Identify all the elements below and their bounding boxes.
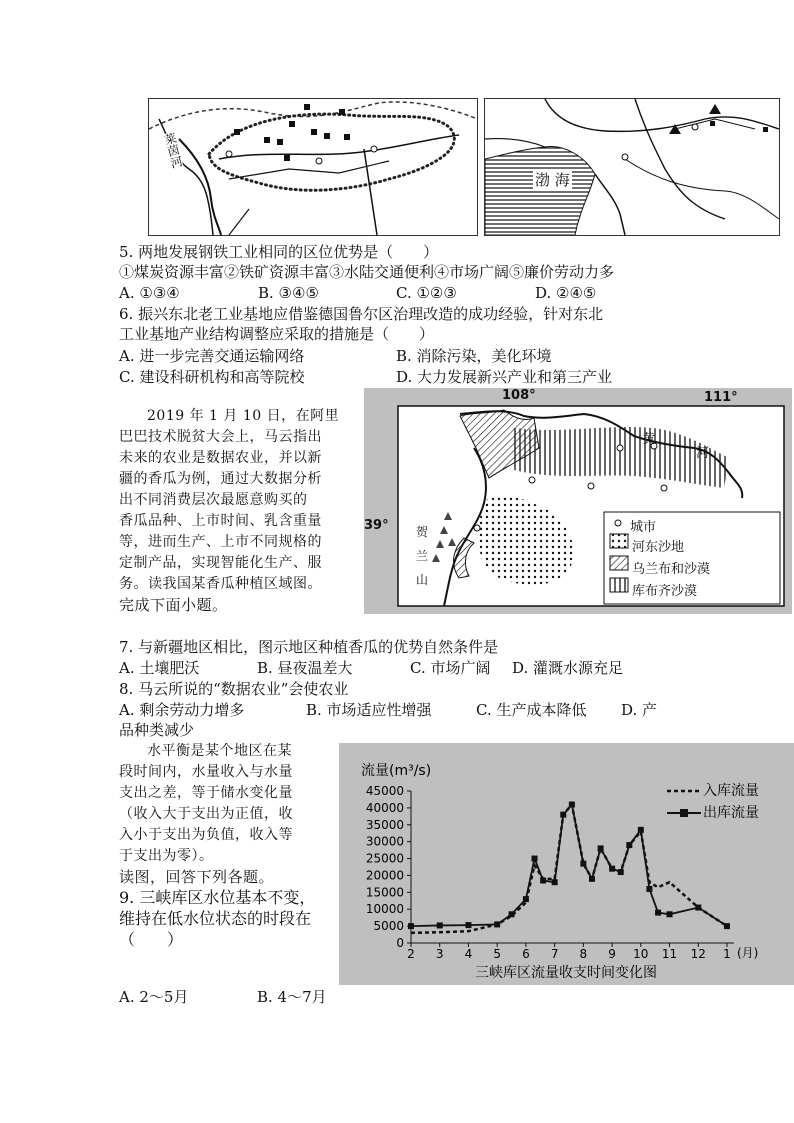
passage2-line: 段时间内，水量收入与水量	[119, 764, 293, 780]
yellow-river-label-1: 黄	[642, 432, 656, 447]
outflow-point	[437, 922, 443, 928]
outflow-point	[494, 921, 500, 927]
x-tick-label: 2	[407, 947, 415, 961]
melon-region-map	[364, 388, 792, 614]
flow-chart	[339, 743, 794, 985]
q7-option-a[interactable]: A. 土壤肥沃	[119, 659, 200, 677]
outflow-point	[626, 842, 632, 848]
y-tick-label: 5000	[373, 919, 404, 934]
x-tick-label: 8	[579, 947, 588, 961]
legend-marker-outflow	[680, 809, 688, 817]
y-tick-label: 40000	[365, 800, 404, 815]
passage2-line: 于支出为零）。	[119, 848, 214, 864]
x-tick-label: 7	[550, 947, 559, 961]
chart-title: 三峡库区流量收支时间变化图	[475, 965, 657, 981]
legend-city: 城市	[630, 520, 657, 535]
x-axis-unit: (月)	[737, 946, 759, 960]
lat-39-label: 39°	[364, 518, 389, 533]
outflow-point	[646, 886, 652, 892]
q8-stem: 8. 马云所说的“数据农业”会使农业	[119, 680, 349, 698]
outflow-point	[552, 879, 558, 885]
q5-stem: 5. 两地发展钢铁工业相同的区位优势是（ ）	[119, 243, 439, 261]
y-tick-label: 30000	[365, 834, 404, 849]
q9-stem-line2: 维持在低水位状态的时段在	[119, 909, 312, 928]
passage1-line: 等，进而生产、上市不同规格的	[119, 534, 322, 550]
passage2	[119, 741, 329, 888]
passage1-line: 香瓜品种、上市时间、乳含重量	[119, 513, 322, 529]
rhine-ruhr-map	[148, 98, 478, 236]
passage1-line: 完成下面小题。	[119, 596, 228, 614]
outflow-point	[532, 856, 538, 862]
x-tick-label: 4	[464, 947, 473, 961]
legend-kubuqi: 库布齐沙漠	[632, 584, 698, 599]
q9-option-a[interactable]: A. 2～5月	[119, 988, 189, 1006]
x-tick-label: 10	[633, 947, 649, 961]
q6-option-d[interactable]: D. 大力发展新兴产业和第三产业	[396, 368, 613, 386]
q8-option-a[interactable]: A. 剩余劳动力增多	[119, 701, 245, 719]
q5-option-c[interactable]: C. ①②③	[396, 284, 457, 302]
q7-option-d[interactable]: D. 灌溉水源充足	[512, 659, 624, 677]
outflow-point	[408, 923, 414, 929]
passage2-line: （收入大于支出为正值，收	[119, 806, 293, 822]
helan-mountain-label: 贺兰山	[416, 525, 429, 587]
outflow-point	[465, 922, 471, 928]
outflow-point	[540, 878, 546, 884]
liaoning-map-drawing	[485, 99, 779, 235]
series-line-outflow	[411, 805, 727, 927]
passage1-line: 疆的香瓜为例，通过大数据分析	[119, 471, 322, 487]
x-tick-label: 12	[690, 947, 706, 961]
outflow-point	[655, 910, 661, 916]
q6-stem-line2: 工业基地产业结构调整应采取的措施是（ ）	[119, 325, 435, 343]
q8-option-c[interactable]: C. 生产成本降低	[476, 701, 587, 719]
q5-option-a[interactable]: A. ①③④	[119, 284, 180, 302]
legend-hedong: 河东沙地	[632, 540, 685, 555]
q9-option-b[interactable]: B. 4～7月	[257, 988, 327, 1006]
outflow-point	[724, 923, 730, 929]
q6-option-a[interactable]: A. 进一步完善交通运输网络	[119, 347, 305, 365]
q7-option-b[interactable]: B. 昼夜温差大	[257, 659, 353, 677]
legend-ulanbuh: 乌兰布和沙漠	[632, 562, 711, 577]
q5-option-b[interactable]: B. ③④⑤	[258, 284, 319, 302]
x-tick-label: 9	[608, 947, 616, 961]
outflow-point	[589, 876, 595, 882]
q5-option-d[interactable]: D. ②④⑤	[535, 284, 597, 302]
x-tick-label: 1	[723, 947, 731, 961]
lon-111-label: 111°	[704, 390, 738, 405]
outflow-point	[695, 905, 701, 911]
outflow-point	[598, 845, 604, 851]
q8-option-d[interactable]: D. 产	[621, 701, 658, 719]
outflow-point	[569, 802, 575, 808]
x-tick-label: 6	[522, 947, 530, 961]
y-axis-label: 流量(m³/s)	[361, 763, 432, 779]
passage1-line: 2019 年 1 月 10 日，在阿里	[147, 408, 340, 424]
q6-option-b[interactable]: B. 消除污染，美化环境	[396, 347, 552, 365]
q5-options-line: ①煤炭资源丰富②铁矿资源丰富③水陆交通便利④市场广阔⑤廉价劳动力多	[119, 263, 615, 281]
series-line-inflow	[411, 805, 727, 933]
outflow-point	[667, 911, 673, 917]
y-tick-label: 35000	[365, 817, 404, 832]
q8-option-b[interactable]: B. 市场适应性增强	[306, 701, 432, 719]
q6-option-c[interactable]: C. 建设科研机构和高等院校	[119, 368, 305, 386]
outflow-point	[580, 861, 586, 867]
passage1	[119, 406, 359, 616]
passage2-line: 水平衡是某个地区在某	[147, 743, 292, 759]
x-tick-label: 5	[493, 947, 502, 961]
outflow-point	[509, 911, 515, 917]
passage1-line: 未来的农业是数据农业，并以新	[119, 450, 322, 466]
y-tick-label: 25000	[365, 851, 404, 866]
outflow-point	[618, 869, 624, 875]
rhine-river-label: 莱茵河	[159, 132, 184, 171]
lon-108-label: 108°	[502, 388, 536, 403]
outflow-point	[560, 812, 566, 818]
passage1-line: 务。读我国某香瓜种植区域图。	[119, 576, 322, 592]
passage1-line: 出不同消费层次最愿意购买的	[119, 492, 308, 508]
q7-option-c[interactable]: C. 市场广阔	[410, 659, 491, 677]
rhine-map-drawing	[149, 99, 477, 235]
yellow-river-label-2: 河	[696, 446, 710, 461]
q8-option-d-cont: 品种类减少	[119, 721, 195, 739]
passage1-line: 定制产品，实现智能化生产、服	[119, 555, 322, 571]
legend-label-outflow: 出库流量	[703, 805, 759, 821]
x-tick-label: 11	[661, 947, 678, 961]
y-tick-label: 45000	[365, 784, 404, 798]
flow-chart-panel	[339, 743, 794, 985]
chart-legend	[667, 782, 759, 821]
liaoning-map	[484, 98, 780, 236]
y-tick-label: 15000	[365, 885, 404, 900]
passage2-line: 支出之差，等于储水变化量	[119, 785, 293, 801]
outflow-point	[523, 896, 529, 902]
y-tick-label: 20000	[365, 868, 404, 883]
outflow-point	[609, 866, 615, 872]
passage2-line: 读图，回答下列各题。	[119, 868, 275, 886]
q9-stem-line3: （ ）	[119, 930, 184, 949]
x-tick-label: 3	[435, 947, 444, 961]
y-tick-label: 0	[396, 936, 404, 950]
outflow-point	[638, 827, 644, 833]
y-tick-label: 10000	[365, 902, 404, 917]
legend-label-inflow: 入库流量	[703, 783, 759, 799]
q7-stem: 7. 与新疆地区相比，图示地区种植香瓜的优势自然条件是	[119, 638, 499, 656]
q6-stem-line1: 6. 振兴东北老工业基地应借鉴德国鲁尔区治理改造的成功经验，针对东北	[119, 305, 604, 323]
bohai-label: 渤 海	[535, 171, 570, 189]
passage1-line: 巴巴技术脱贫大会上，马云指出	[119, 429, 322, 445]
q9-stem-line1: 9. 三峡库区水位基本不变，	[119, 888, 316, 907]
passage2-line: 入小于支出为负值，收入等	[119, 827, 293, 843]
